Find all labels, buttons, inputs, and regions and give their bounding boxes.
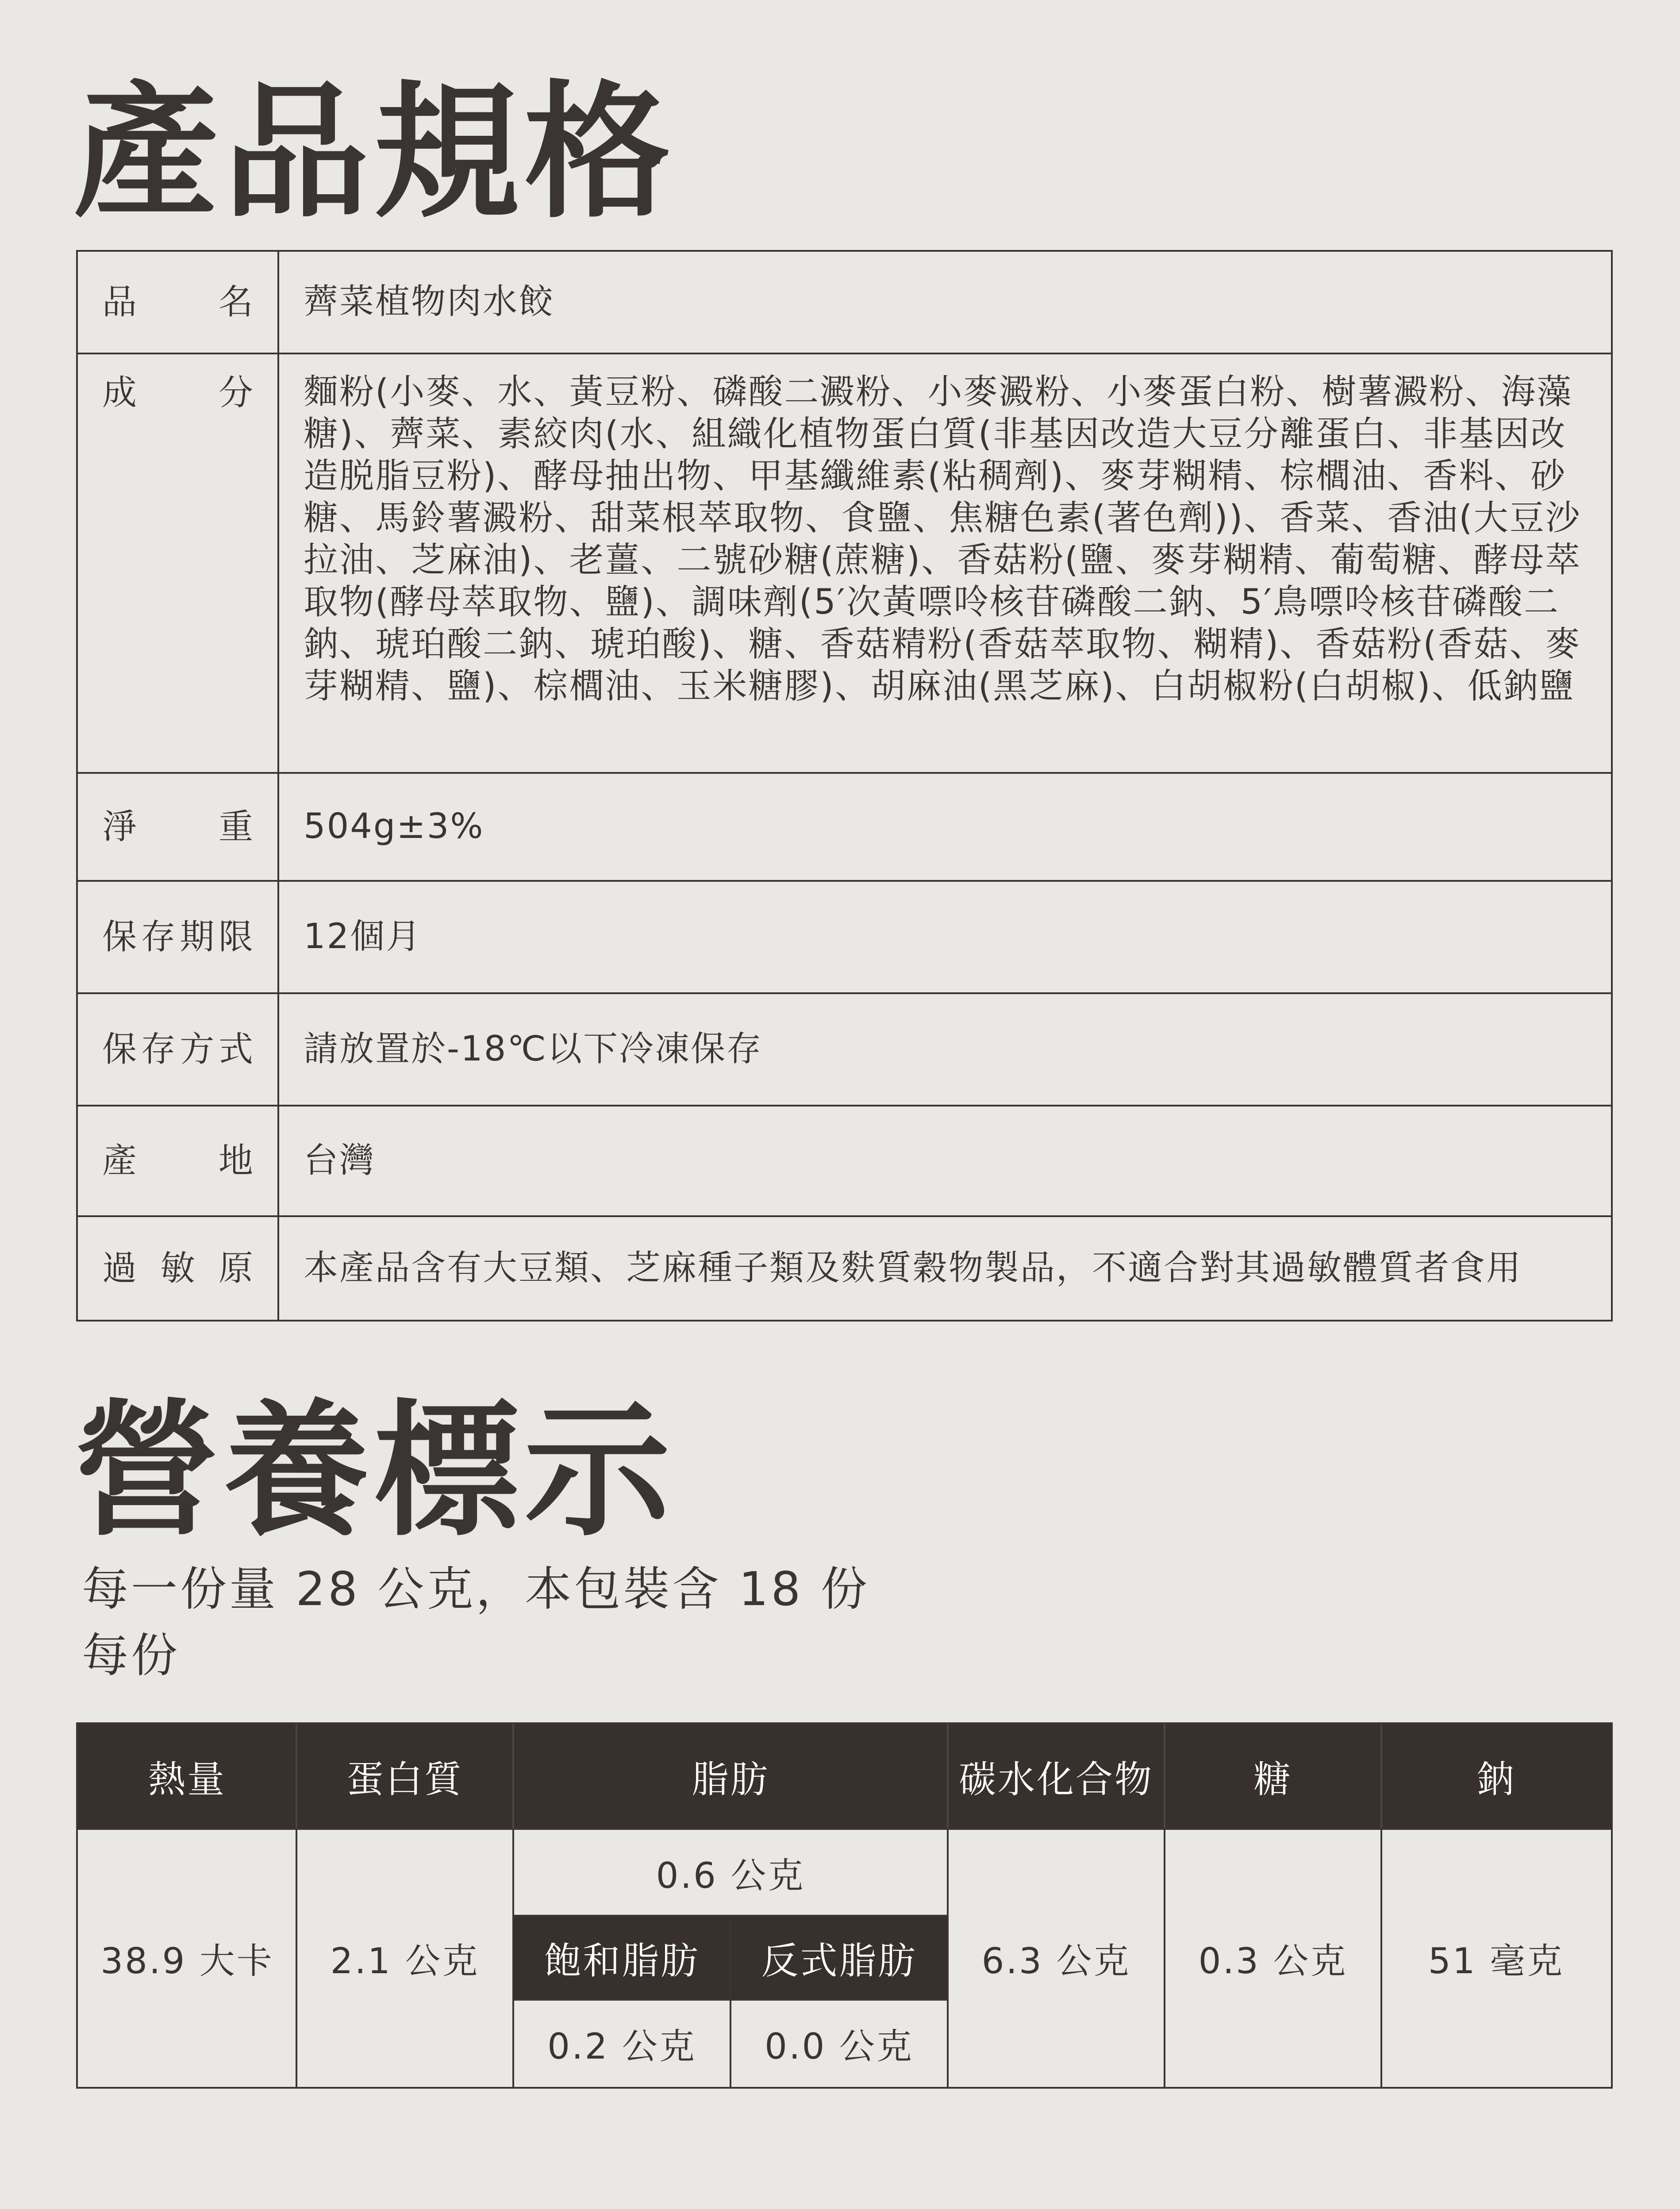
divider xyxy=(1164,1724,1165,1829)
value-carbs: 6.3 公克 xyxy=(981,1940,1131,1982)
divider xyxy=(512,1724,514,1829)
spec-row-weight xyxy=(78,774,1611,882)
spec-row-storage xyxy=(78,994,1611,1106)
value-sugar: 0.3 公克 xyxy=(1198,1940,1348,1982)
divider xyxy=(1380,1829,1382,2087)
nutrition-table xyxy=(76,1722,1613,2089)
serving-size-text: 每一份量 28 公克，本包裝含 18 份 xyxy=(82,1562,870,1616)
spec-label: 過敏原 xyxy=(102,1249,253,1288)
header-saturated-fat: 飽和脂肪 xyxy=(513,1916,730,2000)
spec-value: 本產品含有大豆類、芝麻種子類及麩質穀物製品，不適合對其過敏體質者食用 xyxy=(304,1248,1522,1288)
header-protein: 蛋白質 xyxy=(296,1724,513,1829)
spec-row-origin xyxy=(78,1106,1611,1217)
divider xyxy=(296,1724,297,1829)
divider xyxy=(512,1829,514,2087)
spec-row-name xyxy=(78,252,1611,354)
header-fat: 脂肪 xyxy=(513,1724,948,1829)
spec-row-ingredients xyxy=(78,354,1611,774)
header-calories: 熱量 xyxy=(78,1724,296,1829)
header-sugar: 糖 xyxy=(1165,1724,1381,1829)
spec-label: 成分 xyxy=(102,373,253,413)
header-sodium: 鈉 xyxy=(1381,1724,1611,1829)
divider xyxy=(730,1916,731,2087)
value-fat: 0.6 公克 xyxy=(656,1855,805,1896)
spec-label: 品名 xyxy=(102,282,253,322)
divider xyxy=(296,1829,297,2087)
spec-label: 保存期限 xyxy=(102,917,253,957)
spec-value: 504g±3% xyxy=(304,807,484,847)
spec-row-allergen xyxy=(78,1217,1611,1320)
spec-value: 台灣 xyxy=(304,1141,376,1181)
per-serving-label: 每份 xyxy=(82,1629,181,1683)
spec-label: 淨重 xyxy=(102,807,253,847)
divider xyxy=(1380,1724,1382,1829)
spec-value: 麵粉(小麥、水、黃豆粉、磷酸二澱粉、小麥澱粉、小麥蛋白粉、樹薯澱粉、海藻糖)、薺菜、素絞肉(水、組織化植物蛋白質(非基因改造大豆分離蛋白、非基因改造脱脂豆粉)、酵母抽出物、甲基纖維素(粘稠劑)、麥芽糊精、棕櫚油、香料、砂糖、馬鈴薯澱粉、甜菜根萃取物、食鹽、焦糖色素(著色劑))、香菜、香油(大豆沙拉油、芝麻油)、老薑、二號砂糖(蔗糖)、香菇粉(鹽、麥芽糊精、葡萄糖、酵母萃取物(酵母萃取物、鹽)、調味劑(5′次黃嘌呤核苷磷酸二鈉、5′鳥嘌呤核苷磷酸二鈉、琥珀酸二鈉、琥珀酸)、糖、香菇精粉(香菇萃取物、糊精)、香菇粉(香菇、麥芽糊精、鹽)、棕櫚油、玉米糖膠)、胡麻油(黑芝麻)、白胡椒粉(白胡椒)、低鈉鹽 xyxy=(304,372,1581,706)
value-sodium: 51 毫克 xyxy=(1428,1940,1565,1982)
value-trans-fat: 0.0 公克 xyxy=(765,2026,914,2067)
header-carbs: 碳水化合物 xyxy=(948,1724,1165,1829)
value-protein: 2.1 公克 xyxy=(330,1940,480,1982)
spec-label: 產地 xyxy=(102,1141,253,1181)
spec-row-shelf-life xyxy=(78,882,1611,994)
divider xyxy=(1164,1829,1165,2087)
spec-value: 請放置於-18℃以下冷凍保存 xyxy=(304,1029,762,1069)
spec-value: 薺菜植物肉水餃 xyxy=(304,282,555,322)
value-saturated-fat: 0.2 公克 xyxy=(547,2026,696,2067)
spec-title: 產品規格 xyxy=(73,68,675,238)
value-calories: 38.9 大卡 xyxy=(100,1940,274,1982)
spec-value: 12個月 xyxy=(304,917,422,957)
spec-table xyxy=(76,250,1613,1322)
spec-label: 保存方式 xyxy=(102,1030,253,1069)
divider xyxy=(947,1829,949,2087)
nutrition-title: 營養標示 xyxy=(73,1386,675,1556)
header-trans-fat: 反式脂肪 xyxy=(730,1916,948,2000)
divider xyxy=(947,1724,949,1829)
